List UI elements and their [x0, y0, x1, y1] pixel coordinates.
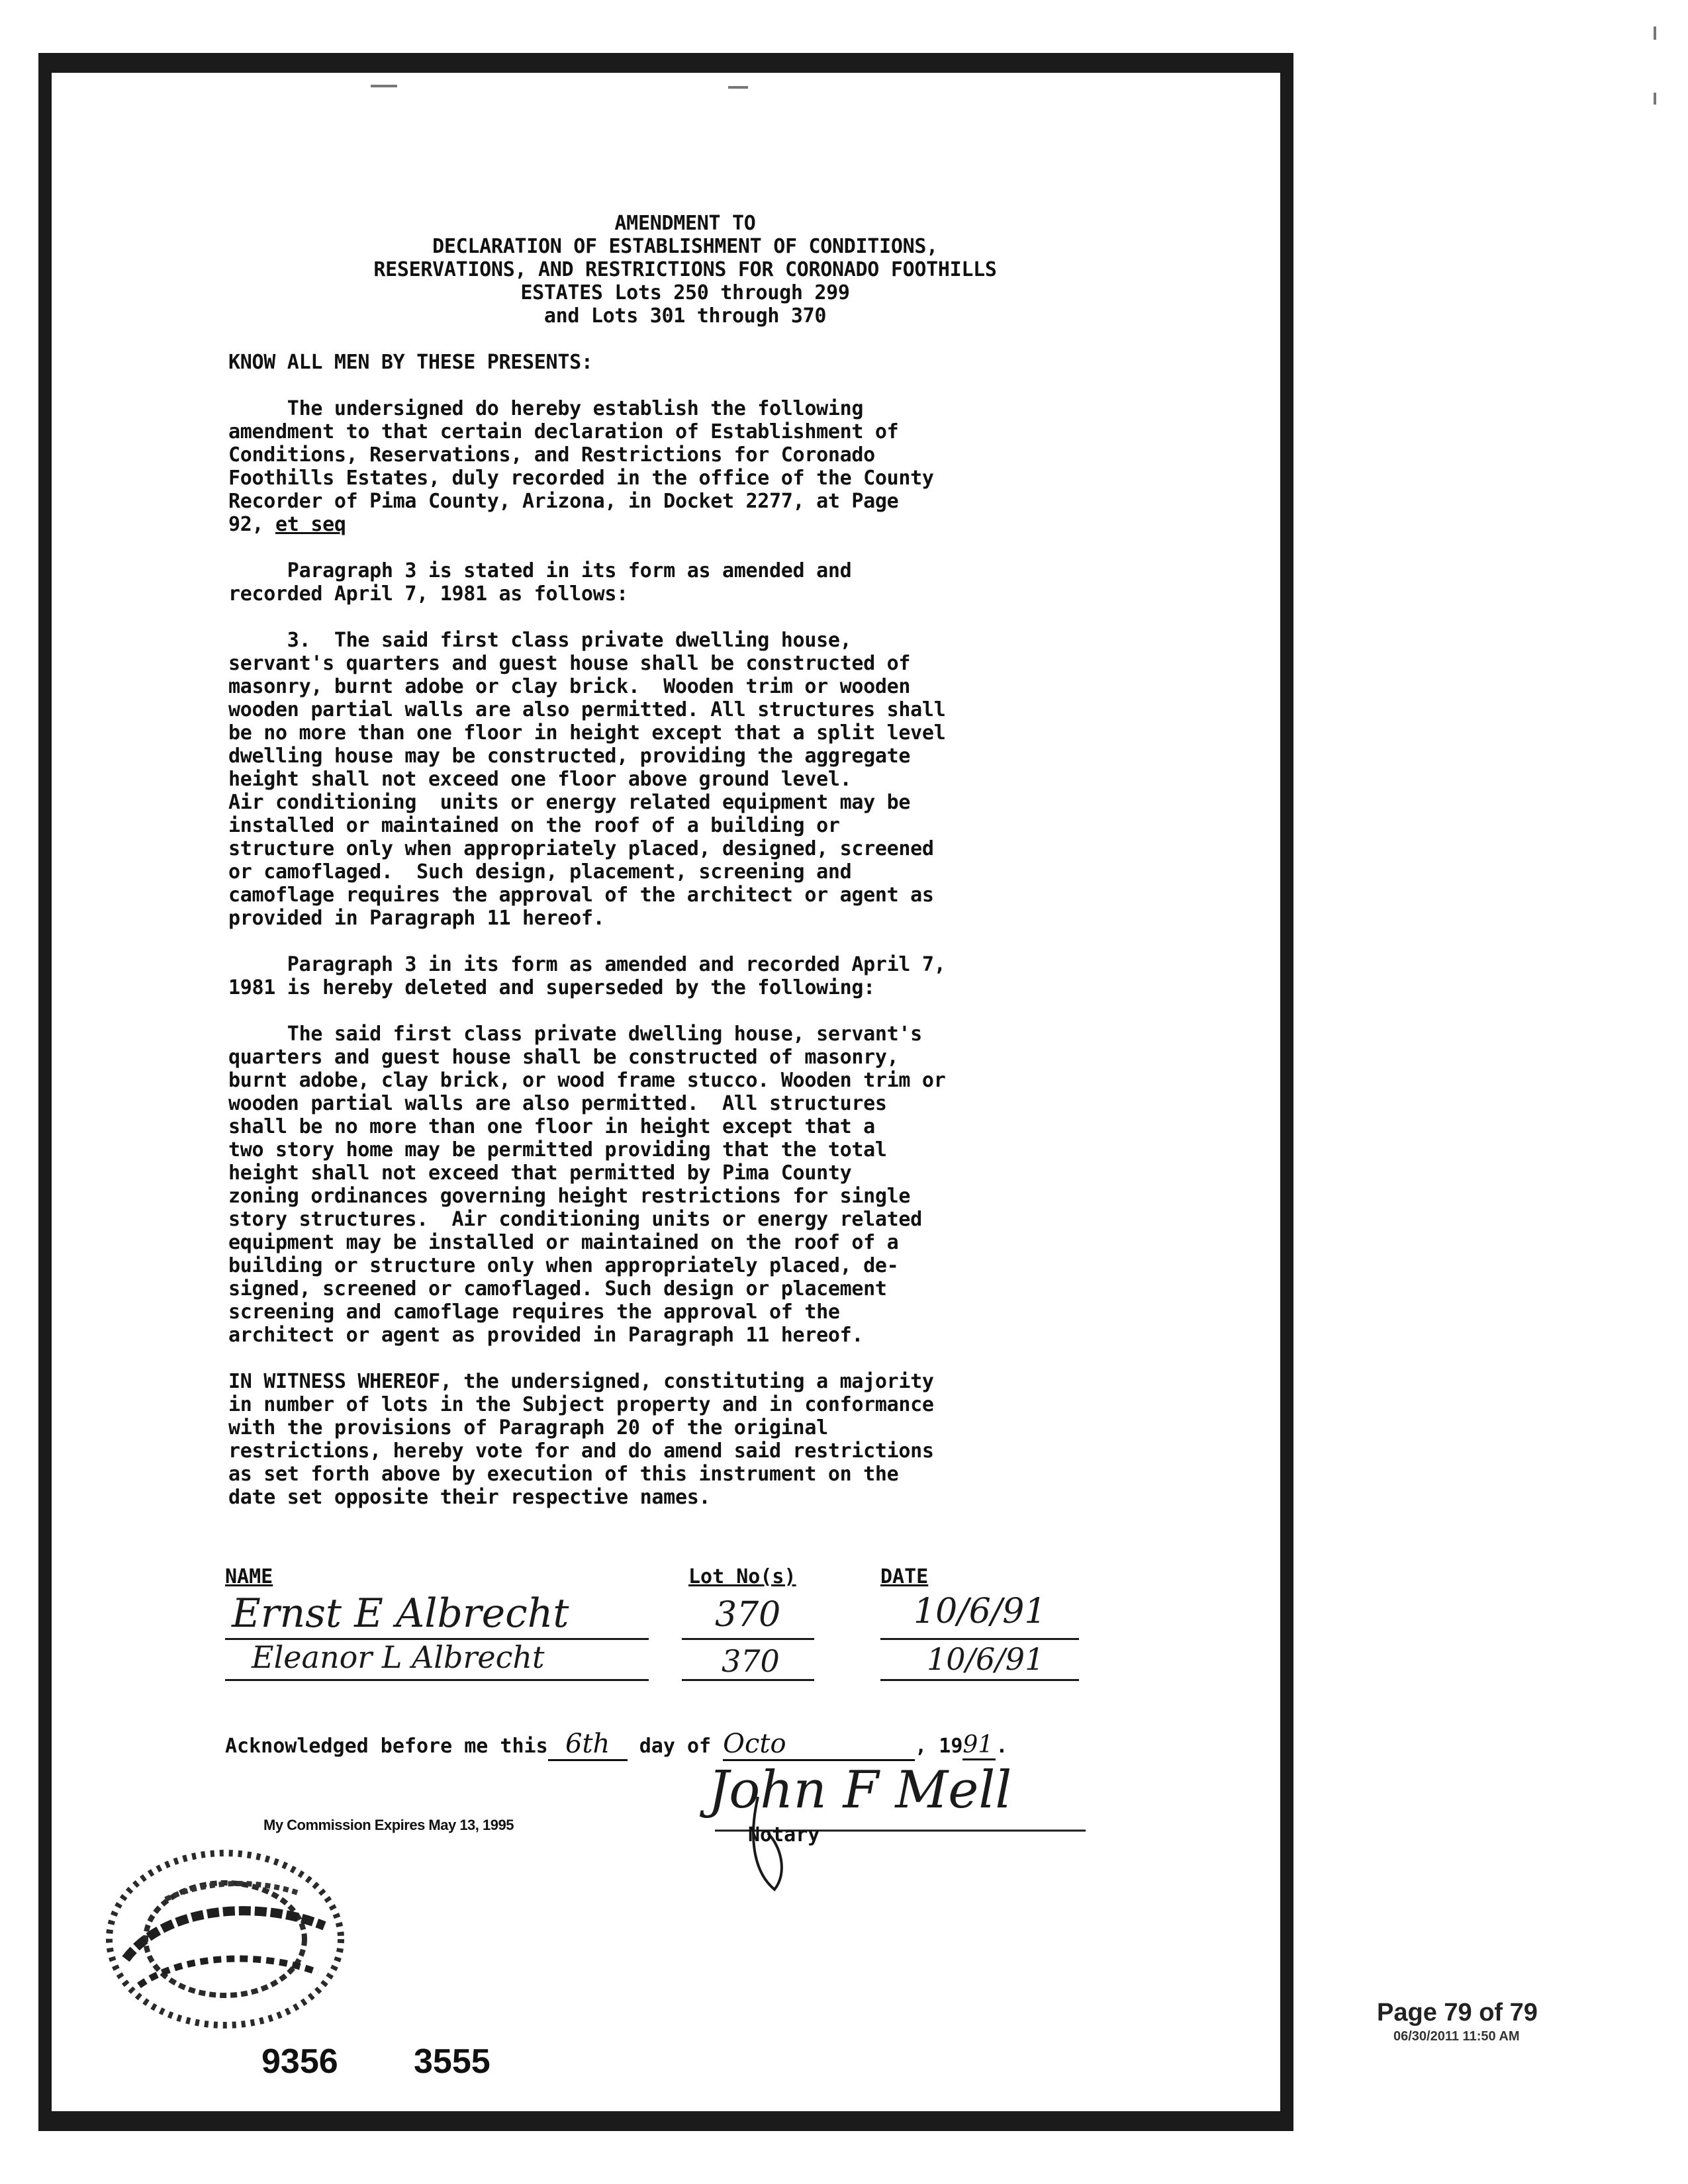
print-timestamp: 06/30/2011 11:50 AM [1393, 2029, 1520, 2044]
name-line [225, 1679, 649, 1681]
acknowledgment-line: Acknowledged before me this 6th day of Octo , 1991 . [225, 1729, 1008, 1761]
signature-date: 10/6/91 [914, 1592, 1047, 1631]
commission-expiry: My Commission Expires May 13, 1995 [263, 1817, 514, 1833]
notary-label: Notary [748, 1823, 820, 1846]
date-line [880, 1679, 1079, 1681]
signature-date: 10/6/91 [927, 1641, 1045, 1677]
name-header: NAME [225, 1565, 273, 1588]
document-title: AMENDMENT TO DECLARATION OF ESTABLISHMENT OF CONDITIONS, RESERVATIONS, AND RESTRICTIONS FOR CORONADO FOOTHILLS ESTATES Lots 250 through 299 and Lots 301 through 370 [373, 212, 997, 328]
page-indicator: Page 79 of 79 [1377, 1999, 1538, 2026]
lot-line [682, 1638, 814, 1640]
et-seq: et seq [275, 513, 346, 536]
scan-speck [1654, 93, 1656, 105]
signature-table [225, 1565, 1152, 1704]
witness-paragraph: IN WITNESS WHEREOF, the undersigned, constituting a majority in number of lots in the Subject property and in conformance with the provisions of Paragraph 20 of the original restrictions, hereby vote for and do amend said restrictions as set forth above by execution of this instrument on the date set opposite their respective names. [228, 1370, 934, 1509]
notary-seal [86, 1827, 364, 2052]
date-line [880, 1638, 1079, 1640]
paragraph-3-intro: Paragraph 3 is stated in its form as amended and recorded April 7, 1981 as follows: [228, 559, 852, 606]
lot-header: Lot No(s) [688, 1565, 796, 1588]
intro-paragraph [228, 397, 1155, 536]
paragraph-3-new: The said first class private dwelling house, servant's quarters and guest house shall be constructed of masonry, burnt adobe, clay brick, or wood frame stucco. Wooden trim or wooden partial walls are also permitted. All structures shall be no more than one floor in height except that a two story home may be permitted providing that the total height shall not exceed that permitted by Pima County zoning ordinances governing height restrictions for single story structures. Air conditioning units or energy related equipment may be installed or maintained on the roof of a building or structure only when appropriately placed, de- signed, screened or camoflaged. Such design or placement screening and camoflage requires the approval of the architect or agent as provided in Paragraph 11 hereof. [228, 1023, 946, 1347]
signature-name: Ernst E Albrecht [232, 1590, 569, 1637]
signature-lot: 370 [722, 1643, 780, 1679]
ack-prefix: Acknowledged before me this [225, 1735, 548, 1758]
date-header: DATE [880, 1565, 929, 1588]
ack-year-prefix: 19 [939, 1735, 963, 1758]
docket-number: 9356 [261, 2042, 338, 2081]
scan-speck [1654, 26, 1656, 40]
page-number: 3555 [414, 2042, 491, 2081]
ack-year-suffix: 91 [962, 1731, 996, 1760]
paragraph-3-original: 3. The said first class private dwelling house, servant's quarters and guest house shall be constructed of masonry, burnt adobe or clay brick. Wooden trim or wooden wooden partial walls are also permitted. All structures shall be no more than one floor in height except that a split level dwelling house may be constructed, providing the aggregate height shall not exceed one floor above ground level. Air conditioning units or energy related equipment may be installed or maintained on the roof of a building or structure only when appropriately placed, designed, screened or camoflaged. Such design, placement, screening and camoflage requires the approval of the architect or agent as provided in Paragraph 11 hereof. [228, 629, 946, 930]
intro-text: The undersigned do hereby establish the following amendment to that certain declaration of Establishment of Conditions, Reservations, and Restrictions for Coronado Foothills Estates, duly recorded in the office of the County Recorder of Pima County, Arizona, in Docket 2277, at Page 92, [228, 397, 934, 536]
paragraph-3-deleted: Paragraph 3 in its form as amended and recorded April 7, 1981 is hereby deleted and superseded by the following: [228, 953, 946, 999]
scan-speck [728, 86, 748, 89]
ack-month: Octo [723, 1729, 915, 1761]
signature-name: Eleanor L Albrecht [252, 1639, 545, 1675]
preamble: KNOW ALL MEN BY THESE PRESENTS: [228, 351, 593, 374]
signature-lot: 370 [715, 1595, 781, 1635]
ack-middle: day of [639, 1735, 712, 1758]
notary-signature: John F Mell [708, 1760, 1012, 1820]
scan-speck [371, 85, 397, 87]
amendment-text [228, 212, 1155, 1509]
ack-day: 6th [548, 1729, 628, 1761]
lot-line [682, 1679, 814, 1681]
